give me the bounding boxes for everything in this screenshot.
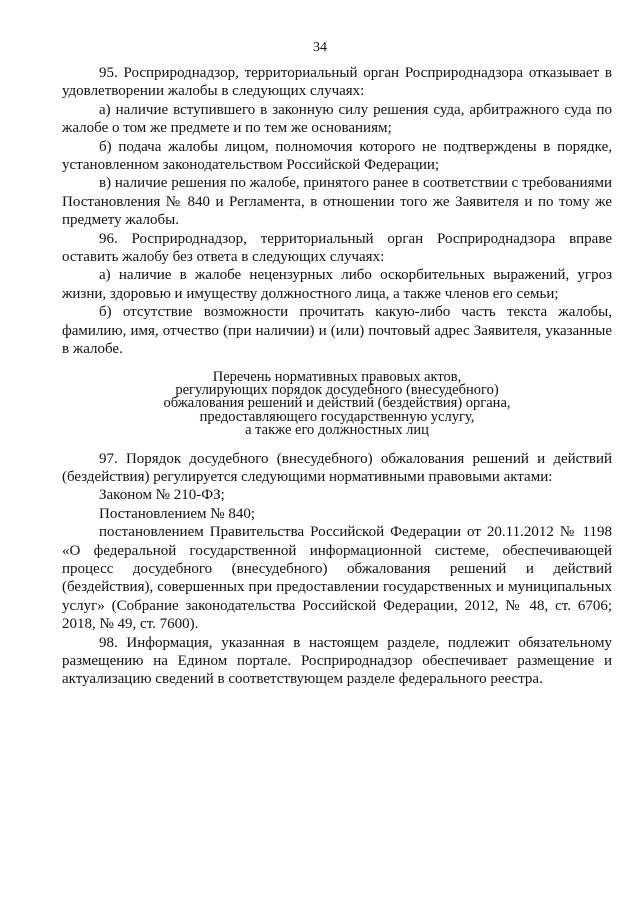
paragraph-97: 97. Порядок досудебного (внесудебного) обжалования решений и действий (бездействия) регулируется следующими нормативными правовыми актами: (62, 450, 612, 485)
page-number: 34 (313, 40, 327, 55)
paragraph-95: 95. Росприроднадзор, территориальный орган Росприроднадзора отказывает в удовлетворении жалобы в следующих случаях: (62, 65, 612, 100)
heading-line: а также его должностных лиц (245, 422, 429, 439)
paragraph-96a: а) наличие в жалобе нецензурных либо оскорбительных выражений, угроз жизни, здоровью и имуществу должностного лица, а также членов его семьи; (62, 267, 612, 302)
paragraph-98: 98. Информация, указанная в настоящем разделе, подлежит обязательному размещению на Едином портале. Росприроднадзор обеспечивает размещение и актуализацию сведений в соответствующем разделе федерального реестра. (62, 634, 612, 688)
paragraph-97-resolution-1198: постановлением Правительства Российской Федерации от 20.11.2012 № 1198 «О федеральной государственной информационной системе, обеспечивающей процесс досудебного (внесудебного) обжалования решений и действий (бездействия), совершенных при предоставлении государственных и муниципальных услуг» (Собрание законодательства Российской Федерации, 2012, № 48, ст. 6706; 2018, № 49, ст. 7600). (62, 524, 612, 633)
paragraph-96b: б) отсутствие возможности прочитать какую-либо часть текста жалобы, фамилию, имя, отчество (при наличии) и (или) почтовый адрес Заявителя, указанные в жалобе. (62, 304, 612, 358)
paragraph-95b: б) подача жалобы лицом, полномочия которого не подтверждены в порядке, установленном законодательством Российской Федерации; (62, 138, 612, 174)
heading-line: регулирующих порядок досудебного (внесудебного) (175, 381, 499, 398)
paragraph-96: 96. Росприроднадзор, территориальный орган Росприроднадзора вправе оставить жалобу без ответа в следующих случаях: (62, 230, 612, 266)
paragraph-95a: а) наличие вступившего в законную силу решения суда, арбитражного суда по жалобе о том же предмете и по тем же основаниям; (62, 101, 612, 137)
paragraph-97-resolution-840: Постановлением № 840; (99, 505, 255, 522)
heading-line: предоставляющего государственную услугу, (199, 408, 475, 425)
paragraph-95v: в) наличие решения по жалобе, принятого ранее в соответствии с требованиями Постановления № 840 и Регламента, в отношении того же Заявителя и по тому же предмету жалобы. (62, 175, 612, 229)
heading-line: Перечень нормативных правовых актов, (212, 368, 462, 385)
heading-line: обжалования решений и действий (бездействия) органа, (163, 395, 511, 412)
document-body (62, 64, 612, 689)
paragraph-97-law-210: Законом № 210-ФЗ; (99, 487, 225, 504)
section-heading (62, 368, 612, 439)
